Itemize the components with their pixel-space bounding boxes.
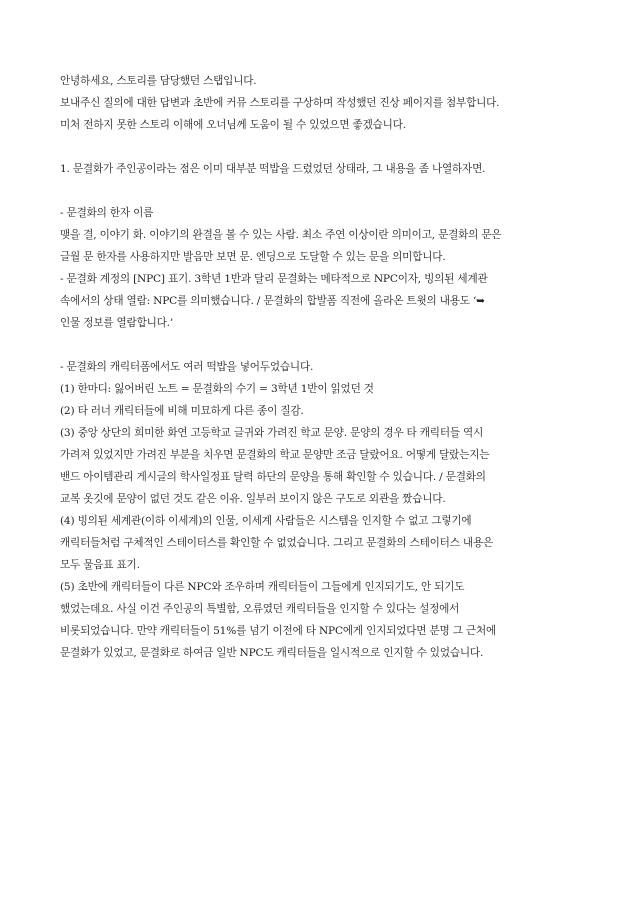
text-line: 했었는데요. 사실 이건 주인공의 특별함, 오류였던 캐릭터들을 인지할 수 있다는 설정에서 [60,603,460,615]
subheading: - 문결화의 한자 이름 [60,207,154,219]
text-line: 밴드 아이템관리 게시글의 학사일정표 달력 하단의 문양을 통해 확인할 수 있습니다. / 문결화의 [60,471,486,483]
list-item: (3) 중앙 상단의 희미한 화연 고등학교 글귀와 가려진 학교 문양. 문양의 경우 타 캐릭터들 역시 [60,427,484,439]
text-line: 문결화가 있었고, 문결화로 하여금 일반 NPC도 캐릭터들을 일시적으로 인지할 수 있었습니다. [60,647,484,659]
text-line: 캐릭터들처럼 구체적인 스테이터스를 확인할 수 없었습니다. 그리고 문결화의 스테이터스 내용은 [60,537,494,549]
blank-line [60,334,590,356]
text-line: 속에서의 상태 열람: NPC를 의미했습니다. / 문결화의 합발폼 직전에 올라온 트윗의 내용도 ‘➥ [60,295,485,307]
list-item: (4) 빙의된 세계관(이하 이세계)의 인물, 이세계 사람들은 시스템을 인지할 수 없고 그렇기에 [60,515,472,527]
document-body [60,70,590,664]
text-line: - 문결화 계정의 [NPC] 표기. 3학년 1반과 달리 문결화는 메타적으로 NPC이자, 빙의된 세계관 [60,273,488,285]
text-line: 보내주신 질의에 대한 답변과 초반에 커뮤 스토리를 구상하며 작성했던 진상 페이지를 첨부합니다. [60,97,500,109]
text-line: 교복 옷깃에 문양이 없던 것도 같은 이유. 일부러 보이지 않은 구도로 외관을 짰습니다. [60,493,446,505]
list-item: (1) 한마디: 잃어버린 노트 = 문결화의 수기 = 3학년 1반이 읽었던 것 [60,383,374,395]
text-line: 가려져 있었지만 가려진 부분을 치우면 문결화의 학교 문양만 조금 달랐어요. 어떻게 달랐는지는 [60,449,490,461]
blank-line [60,136,590,158]
text-line: 인물 정보를 열람합니다.’ [60,317,174,329]
blank-line [60,180,590,202]
list-item: (5) 초반에 캐릭터들이 다른 NPC와 조우하며 캐릭터들이 그들에게 인지되기도, 안 되기도 [60,581,465,593]
section-heading: 1. 문결화가 주인공이라는 점은 이미 대부분 떡밥을 드렸었던 상태라, 그 내용을 좀 나열하자면. [60,163,486,175]
text-line: 맺을 결, 이야기 화. 이야기의 완결을 볼 수 있는 사람. 최소 주연 이상이란 의미이고, 문결화의 문은 [60,229,502,241]
greeting-line: 안녕하세요, 스토리를 담당했던 스탭입니다. [60,75,257,87]
subheading: - 문결화의 캐릭터폼에서도 여러 떡밥을 넣어두었습니다. [60,361,314,373]
text-line: 글월 문 한자를 사용하지만 발음만 보면 문. 엔딩으로 도달할 수 있는 문을 의미합니다. [60,251,446,263]
text-line: 모두 물음표 표기. [60,559,140,571]
list-item: (2) 타 러너 캐릭터들에 비해 미묘하게 다른 종이 질감. [60,405,304,417]
text-line: 미처 전하지 못한 스토리 이해에 오너님께 도움이 될 수 있었으면 좋겠습니다. [60,119,406,131]
text-line: 비롯되었습니다. 만약 캐릭터들이 51%를 넘기 이전에 타 NPC에게 인지되었다면 분명 그 근처에 [60,625,497,637]
